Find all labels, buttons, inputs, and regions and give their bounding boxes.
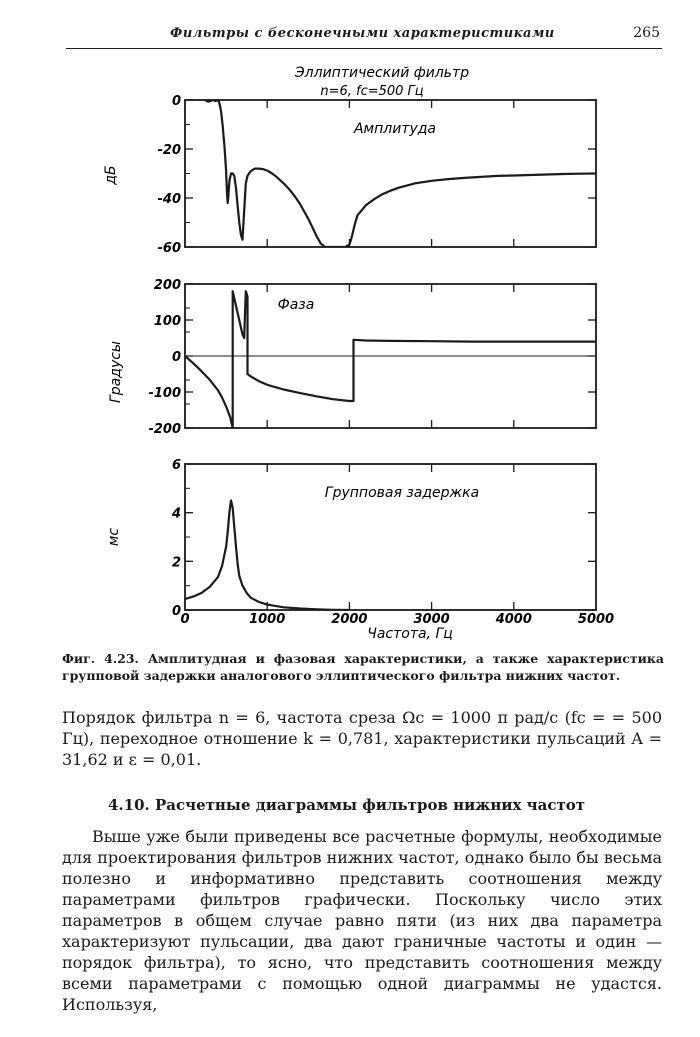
y-tick-label: 4 bbox=[171, 506, 181, 522]
series-line-1 bbox=[185, 501, 349, 611]
y-tick-label: 100 bbox=[153, 314, 181, 329]
caption-label: Фиг. 4.23. bbox=[62, 651, 139, 666]
running-title: Фильтры с бесконечными характеристиками bbox=[170, 26, 555, 41]
y-tick-label: 2 bbox=[171, 555, 181, 571]
x-tick-label: 2000 bbox=[331, 612, 368, 627]
x-tick-label: 5000 bbox=[577, 612, 615, 627]
y-tick-label: 0 bbox=[171, 604, 181, 619]
x-tick-label: 1000 bbox=[249, 612, 286, 627]
panel-title: Групповая задержка bbox=[324, 485, 480, 501]
page-number: 265 bbox=[633, 25, 660, 41]
x-axis-label: Частота, Гц bbox=[367, 626, 453, 642]
chart-panel-3 bbox=[106, 458, 596, 619]
y-tick-label: -40 bbox=[157, 192, 181, 207]
y-tick-label: 0 bbox=[171, 350, 181, 365]
chart-panel-2 bbox=[108, 278, 596, 437]
y-tick-label: 6 bbox=[171, 458, 181, 473]
y-tick-label: -200 bbox=[148, 422, 181, 437]
section-heading: 4.10. Расчетные диаграммы фильтров нижних частот bbox=[108, 796, 586, 814]
figure-title-line1: Эллиптический фильтр bbox=[294, 65, 470, 81]
panel-title: Фаза bbox=[277, 297, 315, 313]
figure-title-line2: n=6, fc=500 Гц bbox=[320, 84, 424, 99]
chart-panels bbox=[103, 94, 596, 619]
x-tick-label: 3000 bbox=[413, 612, 450, 627]
y-axis-label: дБ bbox=[103, 165, 119, 185]
y-axis-label: мс bbox=[106, 527, 122, 547]
y-tick-label: -20 bbox=[157, 143, 181, 158]
y-tick-label: 0 bbox=[171, 94, 181, 109]
y-tick-label: -100 bbox=[148, 386, 181, 401]
caption-text: Амплитудная и фазовая характеристики, а также характеристика групповой задержки аналогового эллиптического фильтра нижних частот. bbox=[62, 651, 665, 683]
y-tick-label: 200 bbox=[153, 278, 181, 293]
series-line-1 bbox=[185, 291, 596, 428]
figure-caption bbox=[62, 650, 664, 684]
y-axis-label: Градусы bbox=[108, 341, 124, 403]
x-tick-label: 4000 bbox=[495, 612, 532, 627]
chart-panel-1 bbox=[103, 94, 596, 256]
paragraph-parameters: Порядок фильтра n = 6, частота среза Ωc = 1000 π рад/с (fc = = 500 Гц), переходное отношение k = 0,781, характеристики пульсаций A = 31,62 и ε = 0,01. bbox=[62, 708, 662, 769]
paragraph-body: Выше уже были приведены все расчетные формулы, необходимые для проектирования фильтров нижних частот, однако было бы весьма полезно и информативно представить соотношения между параметрами фильтров графически. Поскольку число этих параметров в общем случае равно пяти (из них два параметра характеризуют пульсации, два дают граничные частоты и один — порядок фильтра), то ясно, что представить соотношения между всеми параметрами с помощью одной диаграммы не удастся. Используя, bbox=[62, 827, 662, 1014]
x-axis bbox=[180, 612, 614, 627]
y-tick-label: -60 bbox=[157, 241, 181, 256]
x-tick-label: 0 bbox=[180, 612, 190, 627]
panel-title: Амплитуда bbox=[353, 121, 437, 137]
